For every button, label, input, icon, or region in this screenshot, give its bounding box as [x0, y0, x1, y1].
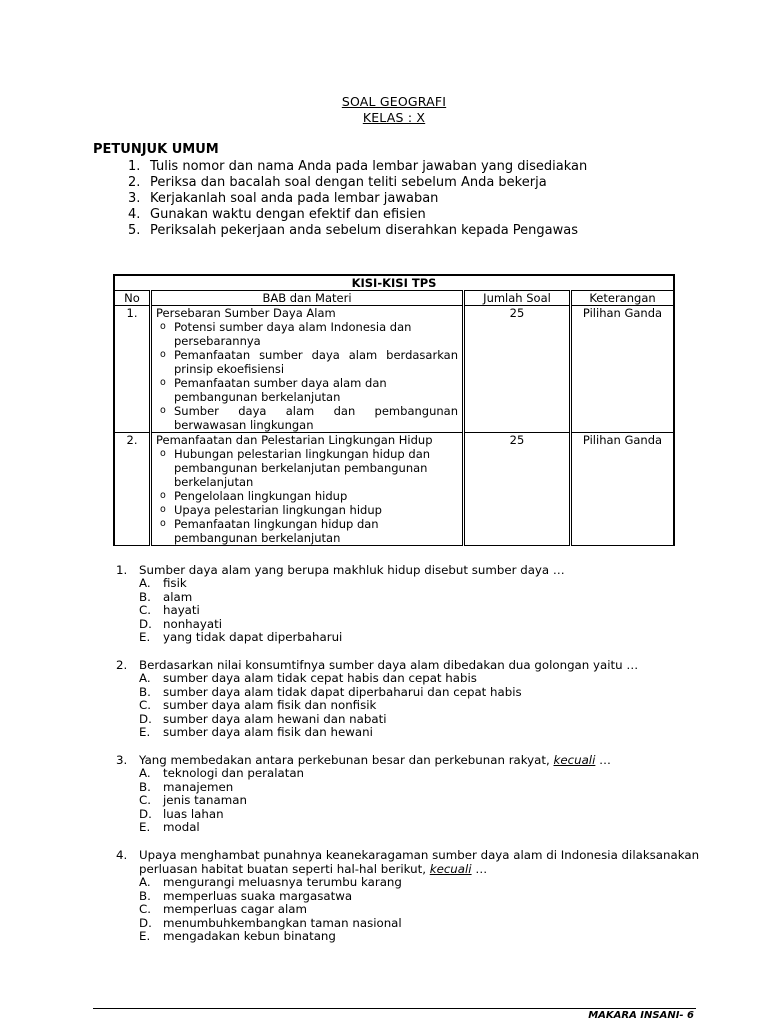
bab-title: Pemanfaatan dan Pelestarian Lingkungan Hidup	[156, 433, 433, 447]
instruction-item	[128, 223, 587, 239]
instruction-number: 2.	[128, 175, 141, 190]
row-bab	[151, 306, 464, 433]
option	[139, 618, 565, 632]
materi-item: o Hubungan pelestarian lingkungan hidup dan pembangunan berkelanjutan pembangunan berkelanjutan	[156, 447, 458, 489]
row-no: 1.	[114, 306, 151, 433]
instruction-text: Kerjakanlah soal anda pada lembar jawaban	[150, 191, 439, 206]
option	[139, 713, 638, 727]
materi-item: o Potensi sumber daya alam Indonesia dan persebarannya	[156, 320, 458, 348]
instruction-text: Periksa dan bacalah soal dengan teliti sebelum Anda bekerja	[150, 175, 547, 190]
option-text: memperluas cagar alam	[163, 902, 307, 916]
question-4	[116, 848, 699, 944]
instruction-text: Gunakan waktu dengan efektif dan efisien	[150, 207, 426, 222]
option-list	[116, 672, 638, 740]
option-text: alam	[163, 589, 193, 604]
option-letter: C.	[139, 603, 151, 617]
option-text: modal	[163, 820, 200, 834]
option-letter: A.	[139, 576, 151, 590]
question-stem-continued	[116, 862, 699, 876]
materi-item: o Pemanfaatan lingkungan hidup dan pembangunan berkelanjutan	[156, 517, 458, 545]
materi-item: o Sumber daya alam dan pembangunan berwawasan lingkungan	[156, 404, 458, 432]
instruction-number: 5.	[128, 223, 141, 238]
question-stem	[116, 563, 565, 577]
option	[139, 903, 699, 917]
option-letter: B.	[139, 888, 151, 903]
materi-item: o Pemanfaatan sumber daya alam berdasarkan prinsip ekoefisiensi	[156, 348, 458, 376]
question-ellipsis: …	[595, 753, 611, 767]
option	[139, 604, 565, 618]
header-bab: BAB dan Materi	[151, 291, 464, 306]
option-letter: C.	[139, 902, 151, 916]
instructions-heading: PETUNJUK UMUM	[93, 142, 219, 157]
option	[139, 781, 611, 795]
option	[139, 917, 699, 931]
option-list	[116, 767, 611, 835]
kisi-kisi-table	[113, 274, 675, 546]
question-text: Sumber daya alam yang berupa makhluk hidup disebut sumber daya …	[139, 563, 565, 577]
option-letter: D.	[139, 616, 152, 631]
option	[139, 767, 611, 781]
option-letter: C.	[139, 698, 151, 712]
materi-item: o Pemanfaatan sumber daya alam dan pembangunan berkelanjutan	[156, 376, 458, 404]
instruction-text: Periksalah pekerjaan anda sebelum diserahkan kepada Pengawas	[150, 223, 579, 238]
option-letter: A.	[139, 671, 151, 685]
option-text: yang tidak dapat diperbaharui	[163, 630, 343, 644]
option-text: manajemen	[163, 779, 234, 794]
option-text: mengadakan kebun binatang	[163, 929, 336, 943]
row-jumlah: 25	[464, 306, 571, 433]
table-caption: KISI-KISI TPS	[114, 275, 674, 291]
option-text: menumbuhkembangkan taman nasional	[163, 915, 402, 930]
option-letter: D.	[139, 711, 152, 726]
instruction-number: 3.	[128, 191, 141, 206]
option-letter: A.	[139, 875, 151, 889]
instruction-item	[128, 159, 587, 175]
instruction-item	[128, 191, 587, 207]
option-letter: E.	[139, 929, 151, 943]
table-row	[114, 433, 674, 546]
option	[139, 699, 638, 713]
option	[139, 631, 565, 645]
instruction-text: Tulis nomor dan nama Anda pada lembar jawaban yang disediakan	[150, 159, 588, 174]
option-text: sumber daya alam tidak cepat habis dan cepat habis	[163, 671, 477, 685]
page-footer: MAKARA INSANI- 6	[588, 1010, 694, 1021]
option-text: mengurangi meluasnya terumbu karang	[163, 875, 402, 889]
option	[139, 876, 699, 890]
question-text: Berdasarkan nilai konsumtifnya sumber daya alam dibedakan dua golongan yaitu …	[139, 658, 639, 672]
question-3	[116, 753, 611, 835]
row-keterangan: Pilihan Ganda	[571, 306, 675, 433]
table-row	[114, 306, 674, 433]
option-letter: C.	[139, 793, 151, 807]
option	[139, 577, 565, 591]
instruction-number: 4.	[128, 207, 141, 222]
option-letter: B.	[139, 684, 151, 699]
question-text: Upaya menghambat punahnya keanekaragaman sumber daya alam di Indonesia dilaksanakan	[139, 848, 700, 862]
instructions-list	[128, 159, 587, 239]
option-text: sumber daya alam fisik dan hewani	[163, 725, 373, 739]
header-no: No	[114, 291, 151, 306]
question-ellipsis: …	[471, 862, 488, 876]
header-jumlah: Jumlah Soal	[464, 291, 571, 306]
materi-list	[156, 447, 458, 545]
option-letter: E.	[139, 630, 151, 644]
option	[139, 591, 565, 605]
option-letter: B.	[139, 589, 151, 604]
footer-divider	[93, 1008, 696, 1009]
question-stem	[116, 753, 611, 767]
question-number: 2.	[116, 658, 128, 672]
option-letter: D.	[139, 806, 152, 821]
document-subtitle: KELAS : X	[362, 110, 426, 125]
option-text: sumber daya alam fisik dan nonfisik	[163, 698, 377, 712]
option	[139, 726, 638, 740]
question-text: Yang membedakan antara perkebunan besar dan perkebunan rakyat,	[139, 753, 554, 767]
document-title: SOAL GEOGRAFI	[341, 94, 447, 109]
option-text: nonhayati	[163, 616, 222, 631]
option-text: jenis tanaman	[163, 793, 247, 807]
option-text: teknologi dan peralatan	[163, 766, 305, 780]
question-emphasis: kecuali	[429, 862, 472, 876]
instruction-item	[128, 207, 587, 223]
header-keterangan: Keterangan	[571, 291, 675, 306]
instruction-number: 1.	[128, 159, 141, 174]
row-no: 2.	[114, 433, 151, 546]
materi-list	[156, 320, 458, 432]
option	[139, 672, 638, 686]
question-stem	[116, 658, 638, 672]
row-keterangan: Pilihan Ganda	[571, 433, 675, 546]
question-2	[116, 658, 638, 740]
option	[139, 686, 638, 700]
option-letter: B.	[139, 779, 151, 794]
option-list	[116, 577, 565, 645]
option-text: hayati	[163, 603, 200, 617]
option	[139, 930, 699, 944]
option-text: luas lahan	[163, 806, 224, 821]
option	[139, 821, 611, 835]
question-number: 3.	[116, 753, 128, 767]
option-text: memperluas suaka margasatwa	[163, 888, 353, 903]
option-text: sumber daya alam hewani dan nabati	[163, 711, 387, 726]
question-number: 1.	[116, 563, 128, 577]
materi-item: o Upaya pelestarian lingkungan hidup	[156, 503, 458, 517]
question-text: perluasan habitat buatan seperti hal-hal berikut,	[139, 862, 430, 876]
option-letter: E.	[139, 820, 151, 834]
option-list	[116, 876, 699, 944]
bab-title: Persebaran Sumber Daya Alam	[156, 306, 336, 320]
question-stem	[116, 848, 699, 862]
option-text: fisik	[163, 576, 187, 590]
option	[139, 808, 611, 822]
option-letter: D.	[139, 915, 152, 930]
instruction-item	[128, 175, 587, 191]
option-letter: E.	[139, 725, 151, 739]
question-number: 4.	[116, 848, 128, 862]
option	[139, 794, 611, 808]
materi-item: o Pengelolaan lingkungan hidup	[156, 489, 458, 503]
question-emphasis: kecuali	[553, 753, 596, 767]
row-bab	[151, 433, 464, 546]
option-letter: A.	[139, 766, 151, 780]
option	[139, 890, 699, 904]
row-jumlah: 25	[464, 433, 571, 546]
option-text: sumber daya alam tidak dapat diperbaharui dan cepat habis	[163, 684, 522, 699]
question-1	[116, 563, 565, 645]
